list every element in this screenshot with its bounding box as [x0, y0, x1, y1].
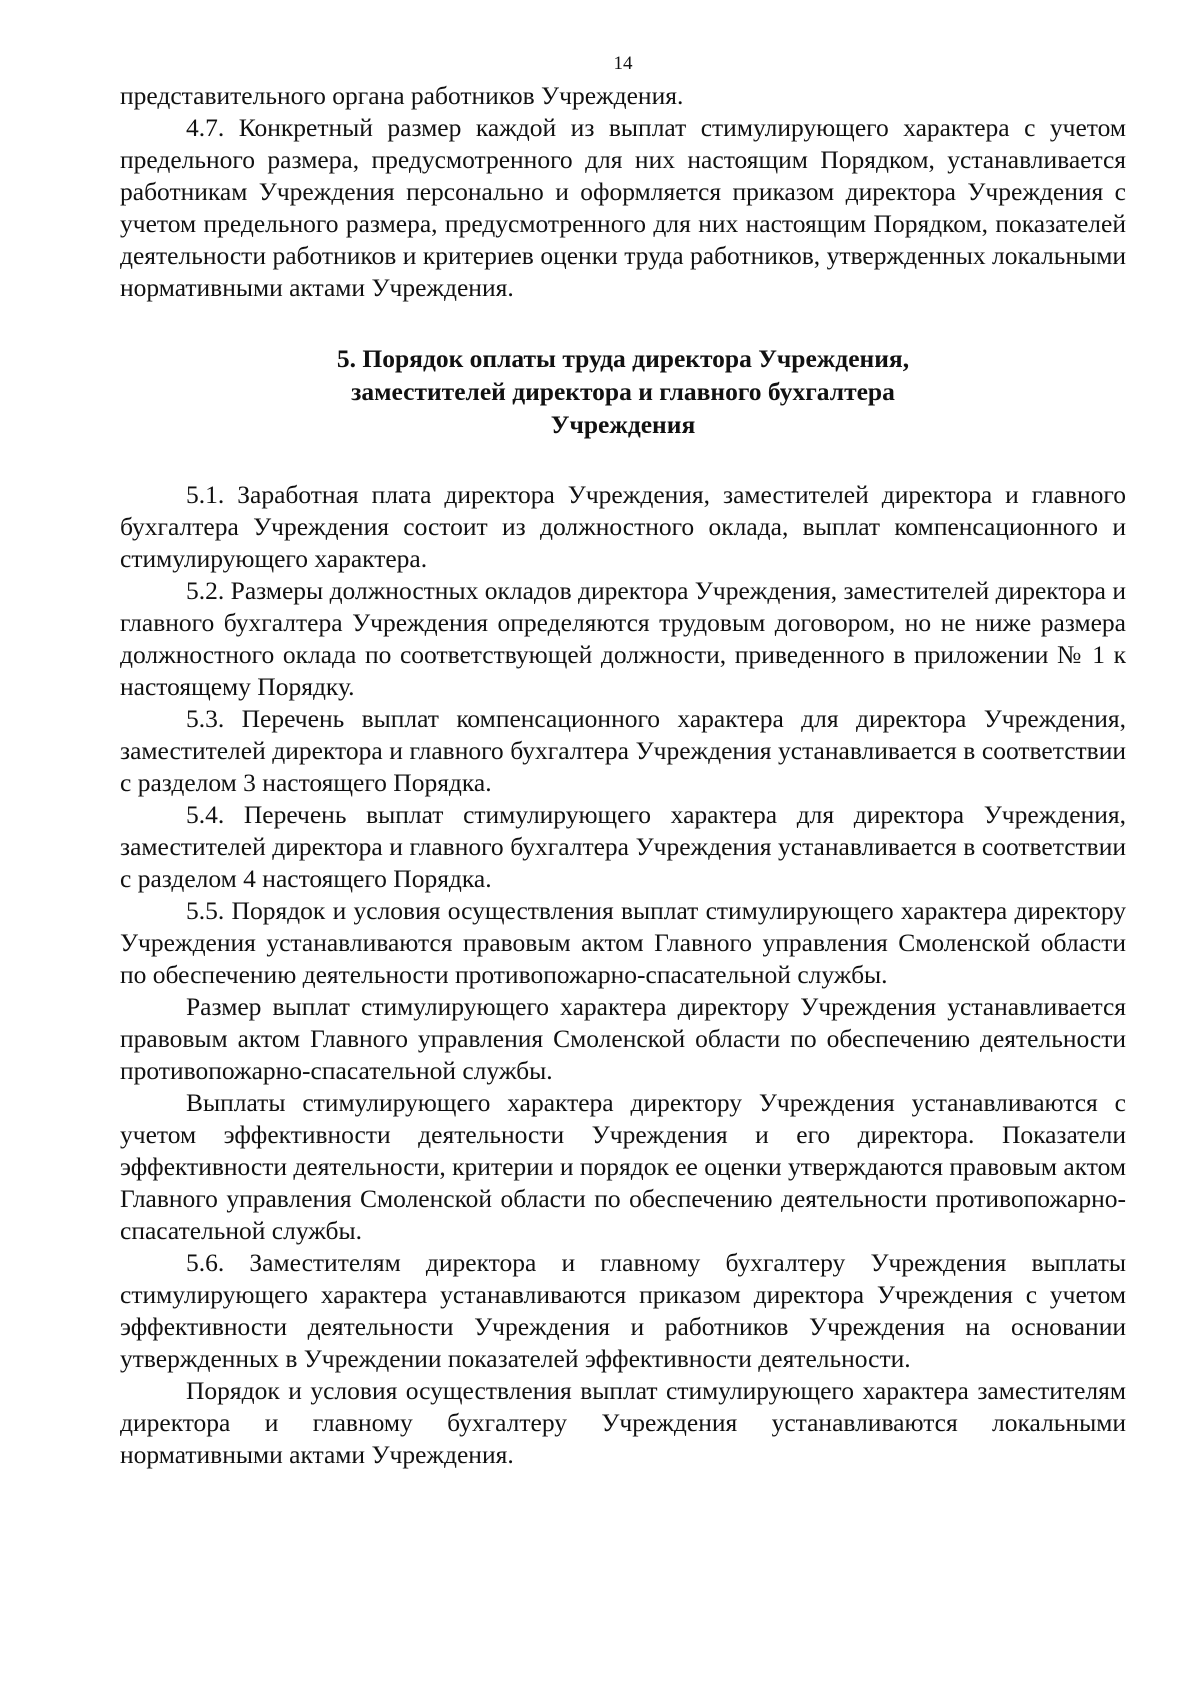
section-5-heading: [120, 342, 1126, 441]
section-heading-line: заместителей директора и главного бухгалтера: [351, 377, 895, 406]
paragraph-5-5-size: Размер выплат стимулирующего характера директору Учреждения устанавливается правовым актом Главного управления Смоленской области по обеспечению деятельности противопожарно-спасательной службы.: [120, 992, 1126, 1085]
paragraph-5-2: 5.2. Размеры должностных окладов директора Учреждения, заместителей директора и главного бухгалтера Учреждения определяются трудовым договором, но не ниже размера должностного оклада по соответствующей должности, приведенного в приложении № 1 к настоящему Порядку.: [120, 576, 1126, 701]
paragraph-5-4: 5.4. Перечень выплат стимулирующего характера для директора Учреждения, заместителей директора и главного бухгалтера Учреждения устанавливается в соответствии с разделом 4 настоящего Порядка.: [120, 800, 1126, 893]
paragraph-4-7: 4.7. Конкретный размер каждой из выплат стимулирующего характера с учетом предельного размера, предусмотренного для них настоящим Порядком, устанавливается работникам Учреждения персонально и оформляется приказом директора Учреждения с учетом предельного размера, предусмотренного для них настоящим Порядком, показателей деятельности работников и критериев оценки труда работников, утвержденных локальными нормативными актами Учреждения.: [120, 113, 1126, 302]
paragraph-continuation: представительного органа работников Учреждения.: [120, 81, 684, 110]
paragraph-5-6-order: Порядок и условия осуществления выплат стимулирующего характера заместителям директора и главному бухгалтеру Учреждения устанавливаются локальными нормативными актами Учреждения.: [120, 1376, 1126, 1469]
paragraph-5-3: 5.3. Перечень выплат компенсационного характера для директора Учреждения, заместителей директора и главного бухгалтера Учреждения устанавливается в соответствии с разделом 3 настоящего Порядка.: [120, 704, 1126, 797]
section-heading-line: Учреждения: [550, 410, 696, 439]
paragraph-5-1: 5.1. Заработная плата директора Учреждения, заместителей директора и главного бухгалтера Учреждения состоит из должностного оклада, выплат компенсационного и стимулирующего характера.: [120, 480, 1126, 573]
paragraph-5-6: 5.6. Заместителям директора и главному бухгалтеру Учреждения выплаты стимулирующего характера устанавливаются приказом директора Учреждения с учетом эффективности деятельности Учреждения и работников Учреждения на основании утвержденных в Учреждении показателей эффективности деятельности.: [120, 1248, 1126, 1373]
paragraph-5-5: 5.5. Порядок и условия осуществления выплат стимулирующего характера директору Учреждения устанавливаются правовым актом Главного управления Смоленской области по обеспечению деятельности противопожарно-спасательной службы.: [120, 896, 1126, 989]
page-number: 14: [613, 53, 633, 74]
paragraph-5-5-efficiency: Выплаты стимулирующего характера директору Учреждения устанавливаются с учетом эффективности деятельности Учреждения и его директора. Показатели эффективности деятельности, критерии и порядок ее оценки утверждаются правовым актом Главного управления Смоленской области по обеспечению деятельности противопожарно-спасательной службы.: [120, 1088, 1126, 1245]
section-heading-line: 5. Порядок оплаты труда директора Учреждения,: [336, 344, 910, 373]
